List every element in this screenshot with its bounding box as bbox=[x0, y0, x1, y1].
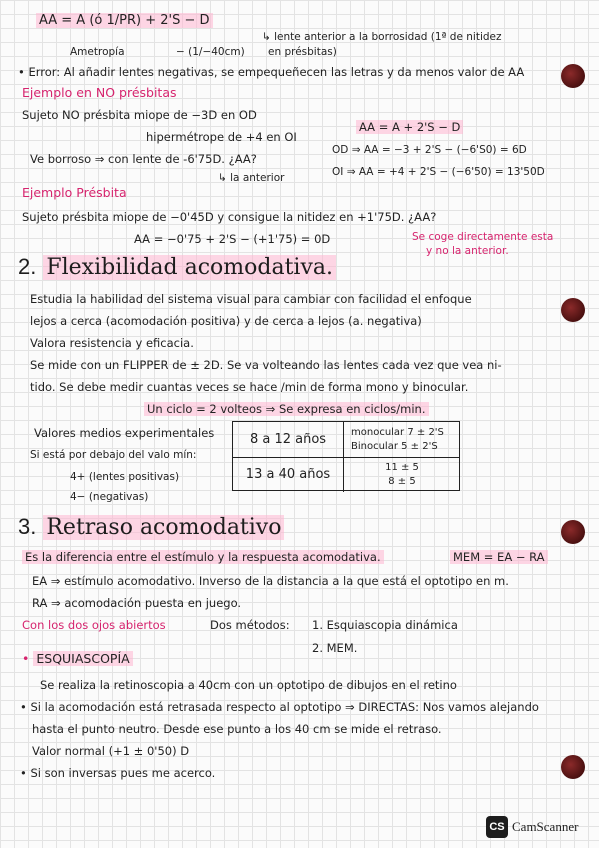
example-no-line1: Sujeto NO présbita miope de −3D en OD bbox=[22, 108, 257, 122]
table-cell-age: 13 a 40 años bbox=[233, 457, 344, 492]
binder-hole bbox=[561, 64, 585, 88]
example-no-presbitas-title: Ejemplo en NO présbitas bbox=[22, 85, 177, 100]
section-3-title: Retraso acomodativo bbox=[43, 515, 284, 540]
camscanner-logo-icon: CS bbox=[486, 816, 508, 838]
example-no-line3b: ↳ la anterior bbox=[218, 172, 285, 184]
section-2-title: Flexibilidad acomodativa. bbox=[43, 255, 336, 280]
section-3-method1: 1. Esquiascopia dinámica bbox=[312, 618, 458, 632]
example-no-oi: OI ⇒ AA = +4 + 2'S − (−6'50) = 13'50D bbox=[332, 166, 545, 178]
label-en-presbitas: en présbitas) bbox=[268, 46, 337, 58]
section-3-dos-metodos: Dos métodos: bbox=[210, 618, 290, 632]
section-3-number: 3. bbox=[18, 514, 37, 539]
note-anterior: ↳ lente anterior a la borrosidad (1ª de nitidez bbox=[262, 31, 502, 43]
section-2-line: lejos a cerca (acomodación positiva) y de cerca a lejos (a. negativa) bbox=[30, 314, 422, 328]
table-cell-age: 8 a 12 años bbox=[233, 422, 344, 457]
label-minus-40: − (1/−40cm) bbox=[176, 46, 245, 58]
section-2-number: 2. bbox=[18, 254, 37, 279]
example-no-line2: hipermétrope de +4 en OI bbox=[146, 130, 297, 144]
table-cell-values bbox=[345, 457, 459, 492]
table-row bbox=[233, 457, 459, 492]
table-cell-values bbox=[345, 422, 459, 457]
section-3-line3: RA ⇒ acomodación puesta en juego. bbox=[32, 596, 242, 610]
error-note: • Error: Al añadir lentes negativas, se empequeñecen las letras y da menos valor de AA bbox=[18, 65, 525, 79]
example-no-line3: Ve borroso ⇒ con lente de -6'75D. ¿AA? bbox=[30, 152, 257, 166]
section-3-heading bbox=[18, 514, 284, 541]
label-ametropia: Ametropía bbox=[70, 46, 125, 58]
section-2-line: Se mide con un FLIPPER de ± 2D. Se va volteando las lentes cada vez que vea ni- bbox=[30, 358, 502, 372]
esquiascopia-line: hasta el punto neutro. Desde ese punto a los 40 cm se mide el retraso. bbox=[32, 722, 442, 736]
example-no-od: OD ⇒ AA = −3 + 2'S − (−6'S0) = 6D bbox=[332, 144, 527, 156]
section-3-method2: 2. MEM. bbox=[312, 641, 358, 655]
section-2-line: tido. Se debe medir cuantas veces se hace /min de forma mono y binocular. bbox=[30, 380, 469, 394]
section-3-both-eyes: Con los dos ojos abiertos bbox=[22, 618, 166, 632]
binder-hole bbox=[561, 298, 585, 322]
valores-title: Valores medios experimentales bbox=[34, 426, 215, 440]
table-value: 11 ± 5 bbox=[385, 461, 419, 473]
esquiascopia-line: Valor normal (+1 ± 0'50) D bbox=[32, 744, 190, 758]
example-presbita-line1: Sujeto présbita miope de −0'45D y consigue la nitidez en +1'75D. ¿AA? bbox=[22, 210, 437, 224]
valores-line2: Si está por debajo del valo mín: bbox=[30, 449, 197, 461]
valores-neg: 4− (negativas) bbox=[70, 491, 149, 503]
section-2-line: Valora resistencia y eficacia. bbox=[30, 336, 194, 350]
example-presbita-title: Ejemplo Présbita bbox=[22, 185, 127, 200]
section-2-heading bbox=[18, 254, 336, 281]
table-value: monocular 7 ± 2'S bbox=[351, 426, 444, 438]
binder-hole bbox=[561, 755, 585, 779]
section-2-line: Estudia la habilidad del sistema visual para cambiar con facilidad el enfoque bbox=[30, 292, 472, 306]
section-3-line2: EA ⇒ estímulo acomodativo. Inverso de la distancia a la que está el optotipo en m. bbox=[32, 574, 509, 588]
valores-pos: 4+ (lentes positivas) bbox=[70, 471, 180, 483]
esquiascopia-line: Se realiza la retinoscopia a 40cm con un optotipo de dibujos en el retino bbox=[40, 678, 457, 692]
table-value: Binocular 5 ± 2'S bbox=[351, 440, 438, 452]
section-3-line1: Es la diferencia entre el estímulo y la respuesta acomodativa. bbox=[22, 550, 384, 564]
esquiascopia-line: • Si la acomodación está retrasada respecto al optotipo ⇒ DIRECTAS: Nos vamos alejando bbox=[20, 700, 539, 714]
binder-hole bbox=[561, 520, 585, 544]
camscanner-brand: CamScanner bbox=[512, 819, 579, 834]
section-2-ciclo: Un ciclo = 2 volteos ⇒ Se expresa en ciclos/min. bbox=[144, 402, 429, 416]
example-presbita-line2: AA = −0'75 + 2'S − (+1'75) = 0D bbox=[134, 232, 331, 246]
table-row bbox=[233, 422, 459, 458]
example-presbita-note1: Se coge directamente esta bbox=[412, 231, 554, 243]
esquiascopia-line: • Si son inversas pues me acerco. bbox=[20, 766, 216, 780]
section-3-formula: MEM = EA − RA bbox=[450, 550, 548, 564]
esquiascopia-title: • ESQUIASCOPÍA bbox=[22, 652, 133, 666]
values-table bbox=[232, 421, 460, 491]
example-presbita-note2: y no la anterior. bbox=[426, 245, 509, 257]
formula-aa: AA = A (ó 1/PR) + 2'S − D bbox=[36, 14, 213, 28]
camscanner-watermark bbox=[486, 816, 578, 838]
table-value: 8 ± 5 bbox=[388, 475, 416, 487]
example-no-formula: AA = A + 2'S − D bbox=[356, 120, 463, 134]
